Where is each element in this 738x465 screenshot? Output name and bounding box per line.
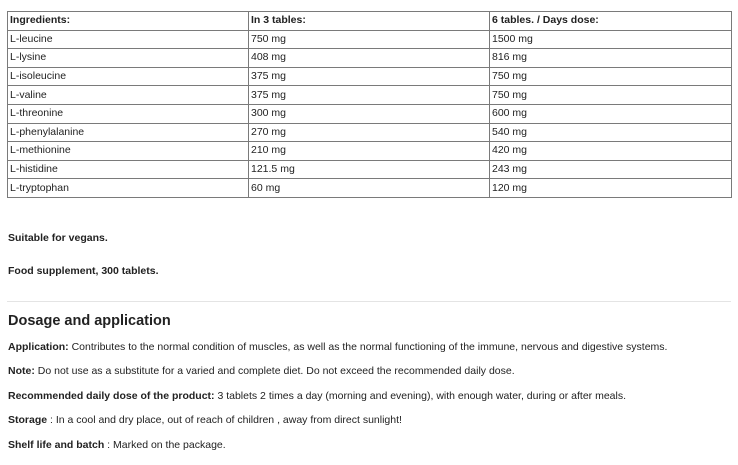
note-line <box>8 365 515 377</box>
header-daily-dose: 6 tables. / Days dose: <box>490 12 732 31</box>
header-ingredients: Ingredients: <box>8 12 249 31</box>
ingredient-daily-dose: 540 mg <box>490 123 732 142</box>
table-row <box>8 86 732 105</box>
ingredient-name: L-valine <box>8 86 249 105</box>
ingredient-daily-dose: 600 mg <box>490 104 732 123</box>
ingredient-name: L-threonine <box>8 104 249 123</box>
storage-text: : In a cool and dry place, out of reach of children , away from direct sunlight! <box>47 414 402 426</box>
shelf-life-label: Shelf life and batch <box>8 439 105 451</box>
table-header-row <box>8 12 732 31</box>
table-row <box>8 179 732 198</box>
table-row <box>8 160 732 179</box>
table-row <box>8 49 732 68</box>
section-divider <box>7 301 731 302</box>
table-row <box>8 142 732 161</box>
ingredient-3-tablets: 270 mg <box>249 123 490 142</box>
ingredients-table <box>7 11 732 198</box>
storage-line <box>8 414 402 426</box>
ingredient-3-tablets: 750 mg <box>249 30 490 49</box>
storage-label: Storage <box>8 414 48 426</box>
ingredient-name: L-lysine <box>8 49 249 68</box>
note-text: Do not use as a substitute for a varied and complete diet. Do not exceed the recommended daily dose. <box>34 365 515 377</box>
dosage-heading: Dosage and application <box>8 313 171 329</box>
ingredient-name: L-tryptophan <box>8 179 249 198</box>
note-label: Note: <box>8 365 35 377</box>
ingredient-3-tablets: 375 mg <box>249 67 490 86</box>
application-label: Application: <box>8 341 69 353</box>
ingredient-daily-dose: 120 mg <box>490 179 732 198</box>
shelf-life-text: : Marked on the package. <box>104 439 226 451</box>
header-in-3-tablets: In 3 tables: <box>249 12 490 31</box>
ingredient-3-tablets: 121.5 mg <box>249 160 490 179</box>
ingredient-name: L-isoleucine <box>8 67 249 86</box>
ingredient-daily-dose: 420 mg <box>490 142 732 161</box>
daily-dose-text: 3 tablets 2 times a day (morning and evening), with enough water, during or after meals. <box>214 390 627 402</box>
ingredient-name: L-histidine <box>8 160 249 179</box>
ingredient-daily-dose: 1500 mg <box>490 30 732 49</box>
application-text: Contributes to the normal condition of muscles, as well as the normal functioning of the immune, nervous and digestive systems. <box>68 341 668 353</box>
ingredient-name: L-phenylalanine <box>8 123 249 142</box>
ingredient-name: L-methionine <box>8 142 249 161</box>
table-row <box>8 104 732 123</box>
ingredient-3-tablets: 375 mg <box>249 86 490 105</box>
table-row <box>8 30 732 49</box>
daily-dose-line <box>8 390 626 402</box>
table-row <box>8 123 732 142</box>
ingredient-3-tablets: 60 mg <box>249 179 490 198</box>
ingredient-name: L-leucine <box>8 30 249 49</box>
table-row <box>8 67 732 86</box>
daily-dose-label: Recommended daily dose of the product: <box>8 390 215 402</box>
ingredient-daily-dose: 750 mg <box>490 86 732 105</box>
application-line <box>8 341 667 353</box>
ingredient-daily-dose: 750 mg <box>490 67 732 86</box>
ingredient-3-tablets: 300 mg <box>249 104 490 123</box>
ingredient-daily-dose: 243 mg <box>490 160 732 179</box>
ingredient-daily-dose: 816 mg <box>490 49 732 68</box>
shelf-life-line <box>8 439 226 451</box>
ingredient-3-tablets: 210 mg <box>249 142 490 161</box>
vegan-note: Suitable for vegans. <box>8 232 108 244</box>
ingredient-3-tablets: 408 mg <box>249 49 490 68</box>
supplement-note: Food supplement, 300 tablets. <box>8 265 159 277</box>
